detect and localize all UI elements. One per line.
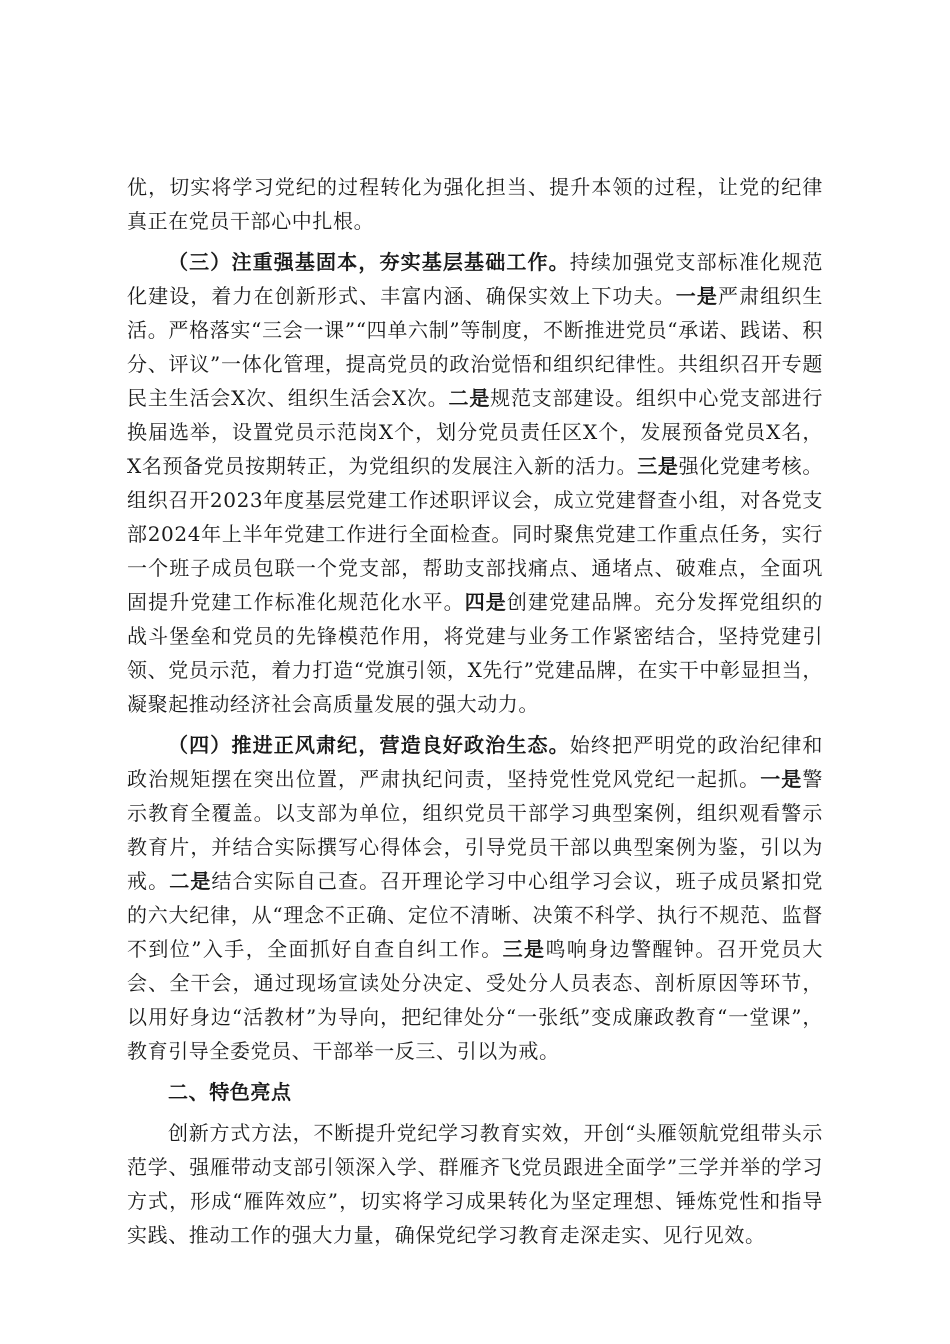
paragraph-text: 严肃组织生活。严格落实“三会一课”“四单六制”等制度，不断推进党员“承诺、践诺、积分、评议”一体化管理，提高党员的政治觉悟和组织纪律性。共组织召开专题民主生活会X次、组织生活会X次。 — [127, 284, 824, 410]
paragraph-text: 优，切实将学习党纪的过程转化为强化担当、提升本领的过程，让党的纪律真正在党员干部心中扎根。 — [127, 175, 823, 233]
paragraph-text: 始终把严明党的政治纪律和政治规矩摆在突出位置，严肃执纪问责，坚持党性党风党纪一起抓。 — [127, 733, 823, 791]
paragraph-features — [127, 1116, 823, 1252]
paragraph-text: 结合实际自己查。召开理论学习中心组学习会议，班子成员紧扣党的六大纪律，从“理念不正确、定位不清晰、决策不科学、执行不规范、监督不到位”入手，全面抓好自查自纠工作。 — [127, 869, 824, 961]
paragraph-gap — [127, 1109, 823, 1116]
paragraph-text: 持续加强党支部标准化规范化建设，着力在创新形式、丰富内涵、确保实效上下功夫。 — [127, 250, 823, 308]
features-heading: 二、特色亮点 — [168, 1080, 292, 1104]
paragraph-text: 强化党建考核。组织召开2023年度基层党建工作述职评议会，成立党建督查小组，对各党支部2024年上半年党建工作进行全面检查。同时聚焦党建工作重点任务，实行一个班子成员包联一个党支部，帮助支部找痛点、通堵点、破难点，全面巩固提升党建工作标准化规范化水平。 — [127, 454, 824, 614]
section-3-heading: （三）注重强基固本，夯实基层基础工作。 — [168, 250, 570, 274]
paragraph-text: 鸣响身边警醒钟。召开党员大会、全干会，通过现场宣读处分决定、受处分人员表态、剖析原因等环节，以用好身边“活教材”为导向，把纪律处分“一张纸”变成廉政教育“一堂课”，教育引导全委党员、干部举一反三、引以为戒。 — [127, 937, 823, 1063]
point-marker-1: 一是 — [760, 767, 803, 791]
paragraph-text: 警示教育全覆盖。以支部为单位，组织党员干部学习典型案例，组织观看警示教育片，并结合实际撰写心得体会，引导党员干部以典型案例为鉴，引以为戒。 — [127, 767, 824, 893]
paragraph-section-3 — [127, 245, 823, 721]
point-marker-3: 三是 — [637, 454, 679, 478]
paragraph-continuation — [127, 170, 823, 238]
paragraph-gap — [127, 1068, 823, 1075]
section-heading-features — [127, 1075, 823, 1109]
point-marker-4: 四是 — [464, 590, 507, 614]
document-page — [127, 170, 823, 1252]
point-marker-1: 一是 — [675, 284, 718, 308]
paragraph-gap — [127, 721, 823, 728]
paragraph-text: 创新方式方法，不断提升党纪学习教育实效，开创“头雁领航党组带头示范学、强雁带动支部引领深入学、群雁齐飞党员跟进全面学”三学并举的学习方式，形成“雁阵效应”，切实将学习成果转化为坚定理想、锤炼党性和指导实践、推动工作的强大力量，确保党纪学习教育走深走实、见行见效。 — [127, 1121, 823, 1247]
paragraph-text: 创建党建品牌。充分发挥党组织的战斗堡垒和党员的先锋模范作用，将党建与业务工作紧密结合，坚持党建引领、党员示范，着力打造“党旗引领，X先行”党建品牌，在实干中彰显担当，凝聚起推动经济社会高质量发展的强大动力。 — [127, 590, 824, 716]
paragraph-gap — [127, 238, 823, 245]
paragraph-text: 规范支部建设。组织中心党支部进行换届选举，设置党员示范岗X个，划分党员责任区X个，发展预备党员X名，X名预备党员按期转正，为党组织的发展注入新的活力。 — [127, 386, 824, 478]
point-marker-2: 二是 — [448, 386, 491, 410]
point-marker-3: 三是 — [502, 937, 546, 961]
section-4-heading: （四）推进正风肃纪，营造良好政治生态。 — [168, 733, 570, 757]
point-marker-2: 二是 — [169, 869, 212, 893]
paragraph-section-4 — [127, 728, 823, 1068]
